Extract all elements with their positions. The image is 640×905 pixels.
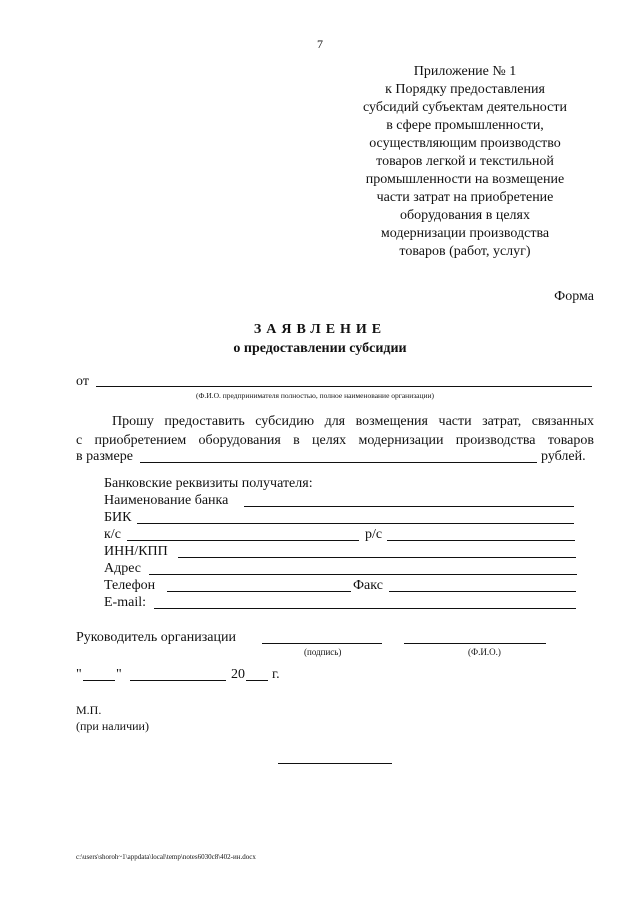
bank-name-field-line[interactable] (244, 506, 574, 507)
appendix-line: осуществляющим производство (369, 136, 561, 151)
fax-label: Факс (353, 578, 383, 593)
bik-field-line[interactable] (137, 523, 574, 524)
form-label: Форма (554, 289, 594, 304)
document-title: ЗАЯВЛЕНИЕ (253, 322, 387, 337)
inn-kpp-field-line[interactable] (178, 557, 576, 558)
stamp-mp: М.П. (76, 703, 102, 717)
appendix-line: оборудования в целях (400, 208, 530, 223)
head-label: Руководитель организации (76, 630, 236, 645)
fio-caption: (Ф.И.О.) (468, 647, 501, 657)
ks-label: к/с (104, 527, 121, 542)
amount-label: в размере (76, 449, 133, 464)
signature-field-line[interactable] (262, 643, 382, 644)
bank-name-label: Наименование банка (104, 493, 229, 508)
signature-caption: (подпись) (304, 647, 342, 657)
rs-label: р/с (365, 527, 383, 542)
ks-field-line[interactable] (127, 540, 359, 541)
appendix-line: промышленности на возмещение (365, 172, 565, 187)
address-field-line[interactable] (149, 574, 577, 575)
page-number: 7 (317, 37, 323, 51)
phone-field-line[interactable] (167, 591, 351, 592)
appendix-header (340, 63, 590, 261)
email-field-line[interactable] (154, 608, 576, 609)
request-line-2: с приобретением оборудования в целях модернизации производства товаров (76, 433, 594, 448)
rs-field-line[interactable] (387, 540, 575, 541)
appendix-line: к Порядку предоставления (385, 82, 545, 97)
appendix-line: части затрат на приобретение (376, 190, 554, 205)
appendix-line: модернизации производства (380, 226, 550, 241)
from-caption: (Ф.И.О. предпринимателя полностью, полное наименование организации) (196, 391, 435, 400)
from-field-line[interactable] (96, 386, 592, 387)
request-line-1: Прошу предоставить субсидию для возмещения части затрат, связанных (112, 414, 594, 429)
bottom-separator-line (278, 763, 392, 764)
appendix-line: субсидий субъектам деятельности (363, 100, 567, 115)
from-label: от (76, 374, 89, 389)
appendix-line: Приложение № 1 (413, 64, 517, 79)
inn-kpp-label: ИНН/КПП (104, 544, 168, 559)
date-year-prefix: 20 (231, 667, 245, 682)
amount-field-line[interactable] (140, 462, 537, 463)
fio-field-line[interactable] (404, 643, 546, 644)
date-year-field-line[interactable] (246, 680, 268, 681)
bik-label: БИК (104, 510, 132, 525)
currency-label: рублей. (541, 449, 586, 464)
date-year-suffix: г. (272, 667, 280, 682)
request-paragraph (76, 412, 594, 450)
appendix-line: товаров (работ, услуг) (399, 244, 531, 259)
document-subtitle: о предоставлении субсидии (233, 341, 407, 356)
bank-heading: Банковские реквизиты получателя: (104, 476, 313, 491)
stamp-if-any: (при наличии) (76, 719, 149, 733)
fax-field-line[interactable] (389, 591, 576, 592)
date-quote-open: " (76, 667, 82, 682)
address-label: Адрес (104, 561, 142, 576)
appendix-line: в сфере промышленности, (386, 118, 544, 133)
date-month-field-line[interactable] (130, 680, 226, 681)
appendix-line: товаров легкой и текстильной (376, 154, 554, 169)
file-path: c:\users\shoroh~1\appdata\local\temp\notes6030c8\402-ин.docx (76, 853, 256, 861)
phone-label: Телефон (104, 578, 156, 593)
email-label: E-mail: (104, 595, 146, 610)
date-quote-close: " (116, 667, 122, 682)
date-day-field-line[interactable] (83, 680, 115, 681)
